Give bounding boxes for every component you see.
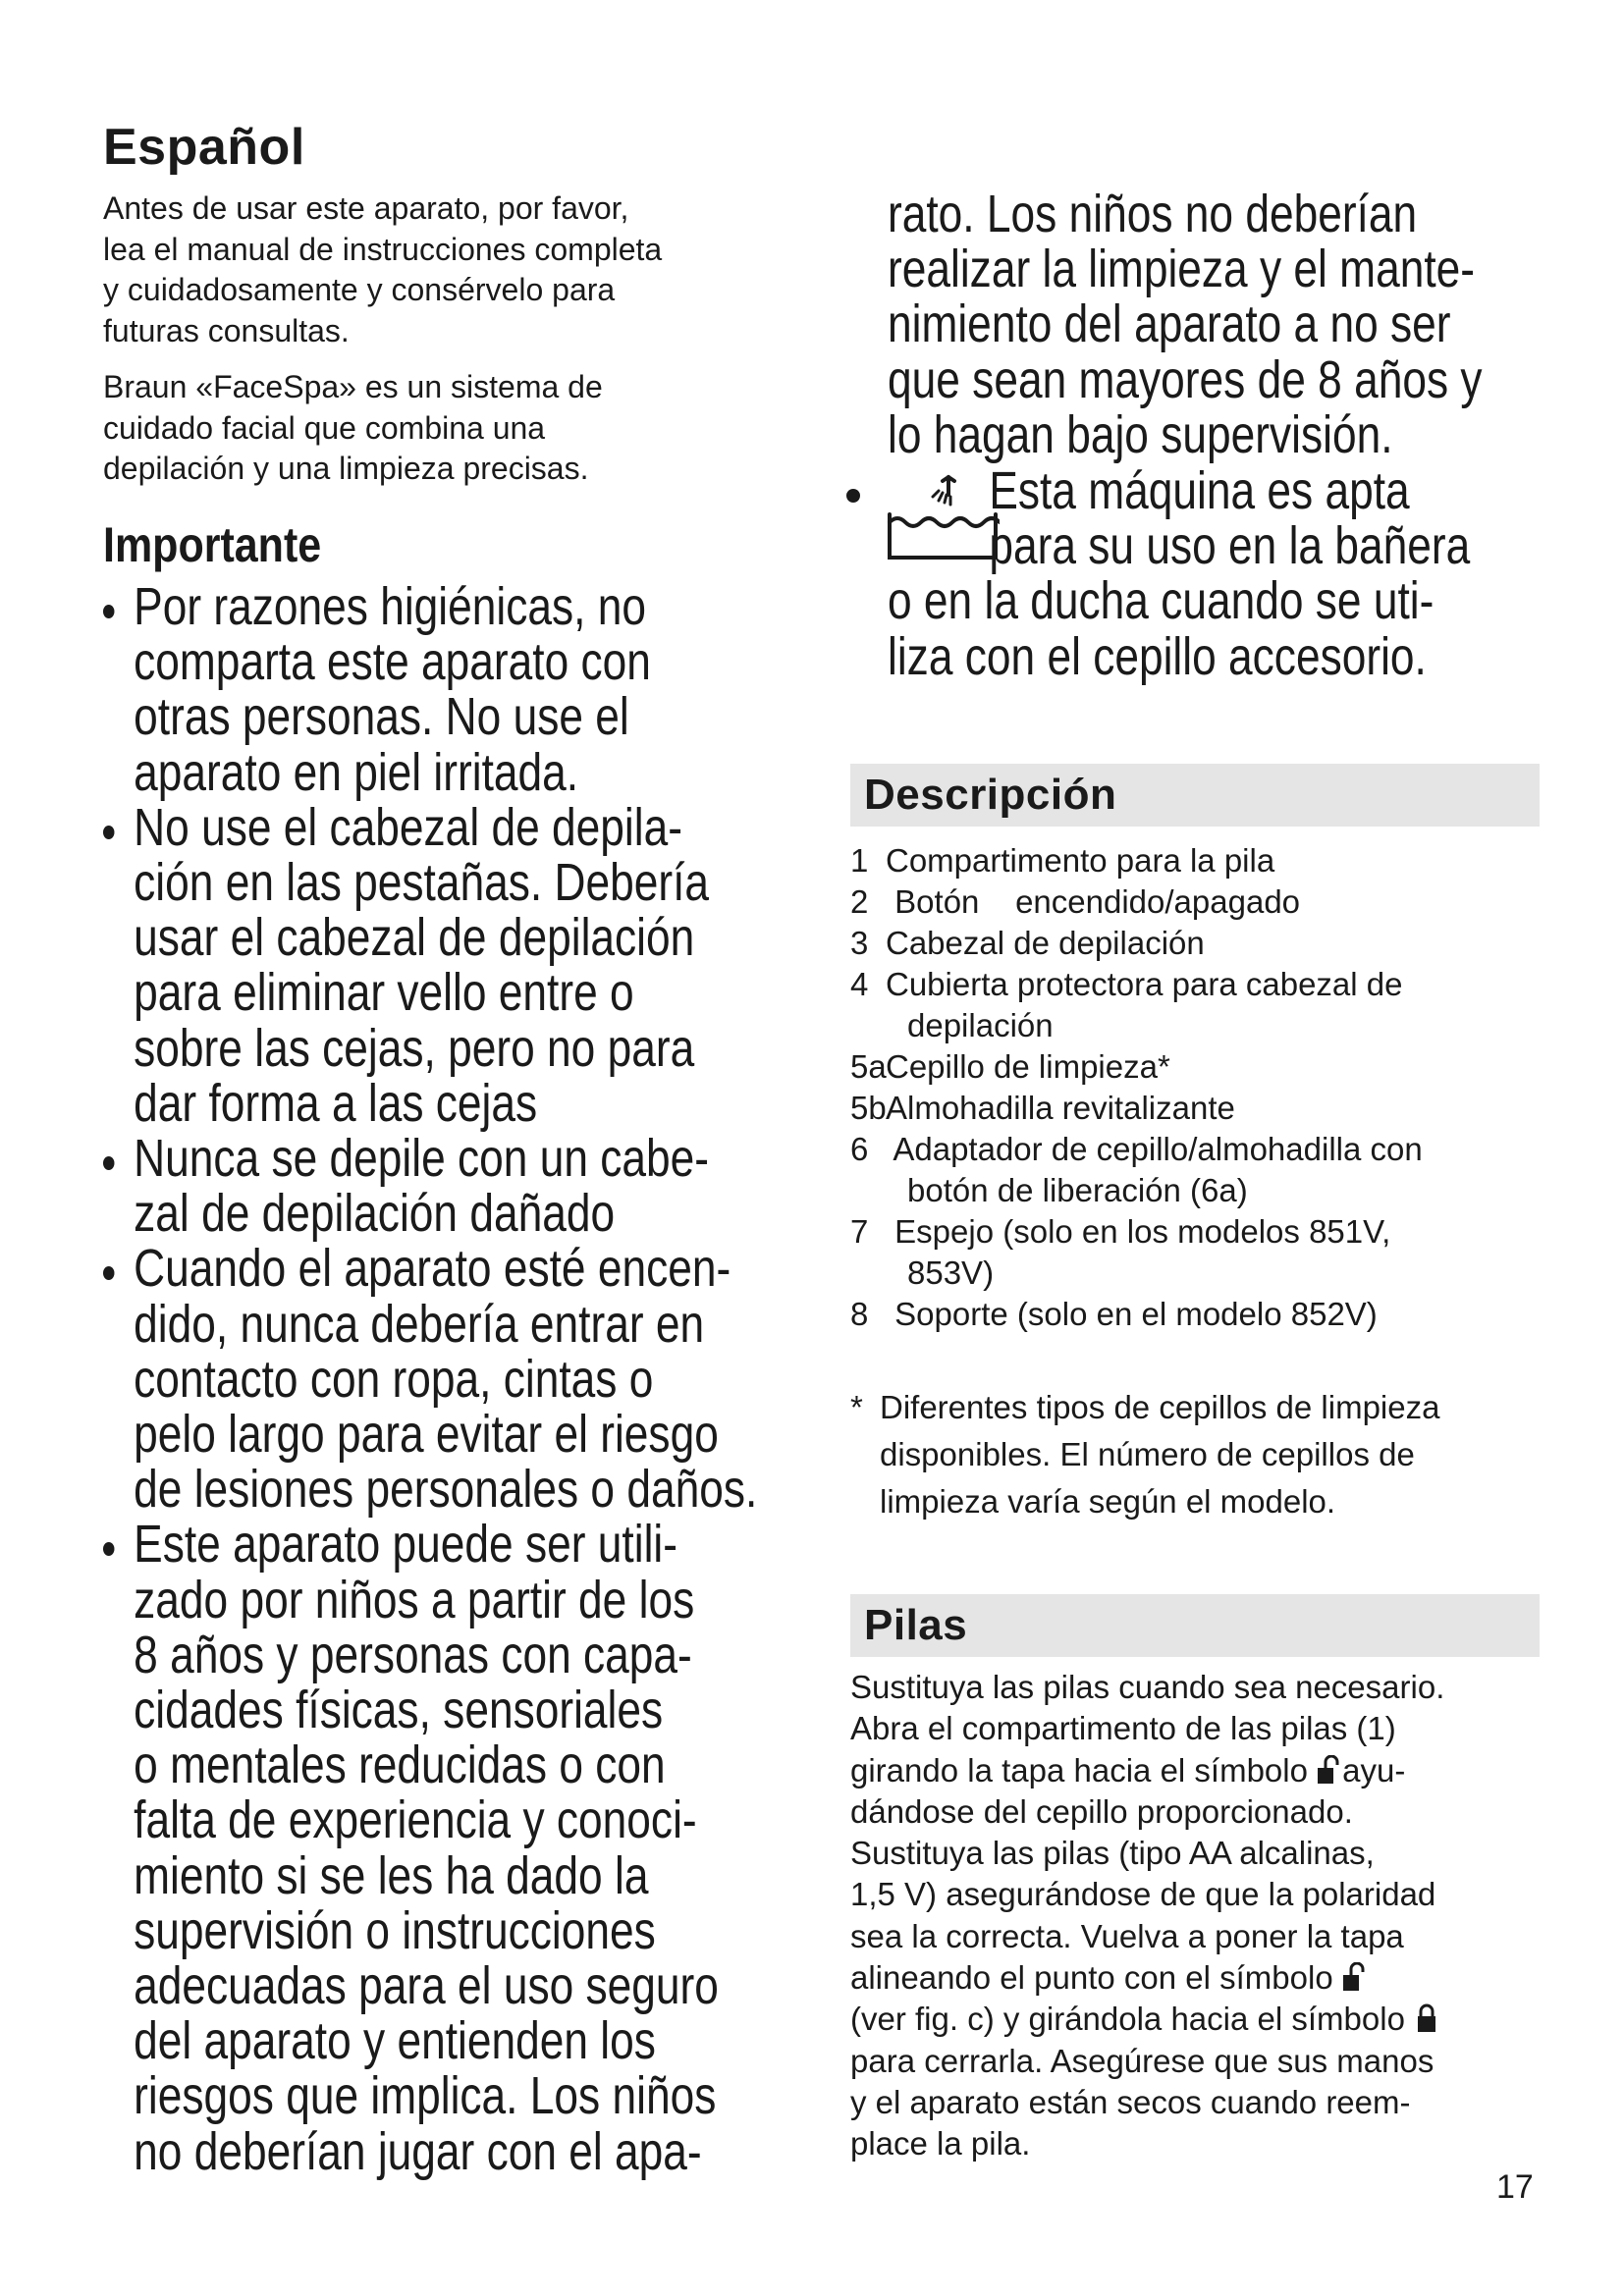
product-intro-paragraph: Braun «FaceSpa» es un sistema de cuidado facial que combina una depilación y una limpieza precisas. xyxy=(103,369,603,486)
bullet-item: Nunca se depile con un cabe- zal de depilación dañado xyxy=(103,1131,795,1241)
bath-shower-text: Esta máquina es apta para su uso en la bañera o en la ducha cuando se uti- liza con el cepillo accesorio. xyxy=(888,461,1471,686)
bullet-dot-icon xyxy=(103,605,114,618)
bullet-dot-icon xyxy=(103,826,114,839)
footnote: * Diferentes tipos de cepillos de limpieza disponibles. El número de cepillos de limpieza varía según el modelo. xyxy=(850,1384,1557,1525)
list-item: 5aCepillo de limpieza* xyxy=(850,1048,1170,1085)
list-item: 6 Adaptador de cepillo/almohadilla con botón de liberación (6a) xyxy=(850,1131,1423,1208)
list-item: 4 Cubierta protectora para cabezal de depilación xyxy=(850,966,1403,1043)
closed-lock-icon xyxy=(1414,2003,1439,2033)
footnote-mark: * xyxy=(850,1389,863,1425)
list-item: 3 Cabezal de depilación xyxy=(850,925,1205,961)
description-section-bar xyxy=(850,764,1540,827)
bullet-item: No use el cabezal de depila- ción en las pestañas. Debería usar el cabezal de depilación para eliminar vello entre o sobre las cejas, pero no para dar forma a las cejas xyxy=(103,800,795,1131)
list-item: 5bAlmohadilla revitalizante xyxy=(850,1090,1235,1126)
list-item: 1 Compartimento para la pila xyxy=(850,842,1275,879)
batteries-section-bar xyxy=(850,1594,1540,1657)
page-number: 17 xyxy=(1496,2168,1534,2206)
bullet-item: Por razones higiénicas, no comparta este aparato con otras personas. No use el aparato en piel irritada. xyxy=(103,579,795,800)
intro-paragraph: Antes de usar este aparato, por favor, lea el manual de instrucciones completa y cuidadosamente y consérvelo para futuras consultas. xyxy=(103,190,663,348)
bullet-dot-icon xyxy=(103,1266,114,1280)
batteries-paragraph: Sustituya las pilas cuando sea necesario. Abra el compartimento de las pilas (1) girando la tapa hacia el símbolo ayu- dándose del cepillo proporcionado. Sustituya las pilas (tipo AA alcalinas, 1,5 V) asegurándose de que la polaridad sea la correcta. Vuelva a poner la tapa alineando el punto con el símbolo (ver fig. c) y girándola hacia el símbolo para cerrarla. Asegúrese que sus manos y el aparato están secos cuando reem- place la pila. xyxy=(850,1669,1445,2163)
important-continuation: rato. Los niños no deberían realizar la limpieza y el mante- nimiento del aparato a no ser que sean mayores de 8 años y lo hagan bajo supervisión. xyxy=(888,185,1483,464)
language-title: Español xyxy=(103,119,305,176)
bullet-dot-icon xyxy=(103,1156,114,1170)
important-heading: Importante xyxy=(103,517,322,572)
right-column xyxy=(846,0,1543,2296)
list-item: 2 Botón encendido/apagado xyxy=(850,883,1301,920)
description-heading: Descripción xyxy=(864,771,1117,819)
important-bullet-list xyxy=(103,579,795,2179)
open-lock-icon xyxy=(1317,1755,1342,1785)
bullet-item: Este aparato puede ser utili- zado por niños a partir de los 8 años y personas con capa- cidades físicas, sensoriales o mentales reducidas o con falta de experiencia y conoci- miento si se les ha dado la supervisión o instrucciones adecuadas para el uso seguro del aparato y entienden los riesgos que implica. Los niños no deberían jugar con el apa- xyxy=(103,1517,795,2178)
batteries-heading: Pilas xyxy=(864,1601,968,1649)
description-list xyxy=(850,840,1557,1335)
bullet-dot-icon xyxy=(846,489,860,503)
list-item: 7 Espejo (solo en los modelos 851V, 853V) xyxy=(850,1213,1391,1291)
bullet-item: Cuando el aparato esté encen- dido, nunca debería entrar en contacto con ropa, cintas o pelo largo para evitar el riesgo de lesiones personales o daños. xyxy=(103,1241,795,1517)
list-item: 8 Soporte (solo en el modelo 852V) xyxy=(850,1296,1378,1332)
bullet-dot-icon xyxy=(103,1542,114,1556)
open-lock-icon xyxy=(1342,1962,1368,1992)
